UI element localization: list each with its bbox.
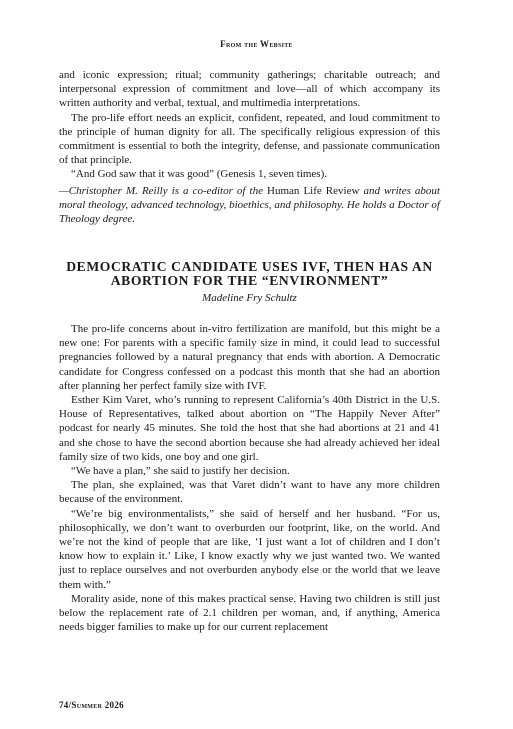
article-byline: Madeline Fry Schultz	[202, 292, 297, 304]
body-paragraph: The plan, she explained, was that Varet didn’t want to have any more children because of the environment.	[59, 479, 440, 506]
author-bio-prefix: —Christopher M. Reilly is a co-editor of the	[59, 184, 268, 197]
first-article-tail	[59, 68, 440, 226]
body-paragraph: “And God saw that it was good” (Genesis 1, seven times).	[71, 168, 328, 181]
author-bio-suffix: and writes about moral theology, advanced technology, bioethics, and philosophy. He holds a Doctor of Theology degree.	[59, 184, 440, 226]
body-paragraph: The pro-life concerns about in-vitro fertilization are manifold, but this might be a new one: For parents with a specific family size in mind, it could lead to successful pregnancies followed by a natural pregnancy that ends with abortion. A Democratic candidate for Congress confessed on a podcast this month that she had an abortion after planning her perfect family size with IVF.	[59, 323, 440, 392]
body-paragraph: and iconic expression; ritual; community gatherings; charitable outreach; and interpersonal expression of commitment and love—all of which accompany its written authority and verbal, textual, and multimedia interpretations.	[59, 69, 440, 110]
article-headline: DEMOCRATIC CANDIDATE USES IVF, THEN HAS AN ABORTION FOR THE “ENVIRONMENT”	[66, 259, 433, 288]
body-paragraph: “We have a plan,” she said to justify her decision.	[71, 465, 290, 478]
publication-title: Human Life Review	[267, 184, 360, 197]
author-bio	[59, 184, 440, 227]
second-article-body	[59, 322, 440, 634]
page-folio: 74/Summer 2026	[59, 700, 124, 710]
body-paragraph: The pro-life effort needs an explicit, confident, repeated, and loud commitment to the principle of human dignity for all. The specifically religious expression of this commitment is essential to both the integrity, defense, and passionate communication of that principle.	[59, 111, 440, 167]
body-paragraph: Esther Kim Varet, who’s running to represent California’s 40th District in the U.S. House of Representatives, talked about abortion on “The Happily Never After” podcast for nearly 45 minutes. She told the host that she had abortions at 21 and 41 and she chose to have the second abortion because she had already achieved her ideal family size of two kids, one boy and one girl.	[59, 394, 440, 463]
body-paragraph: Morality aside, none of this makes practical sense. Having two children is still just below the replacement rate of 2.1 children per woman, and, if anything, America needs bigger families to make up for our current replacement	[59, 592, 440, 634]
running-head: From the Website	[220, 39, 293, 49]
body-paragraph: “We’re big environmentalists,” she said of herself and her husband. “For us, philosophically, we don’t want to overburden our footprint, like, on the world. And we’re not the kind of people that are like, ‘I just want a lot of children and I don’t know how to explain it.’ Like, I know exactly why we just wanted two. We wanted just to replace ourselves and not overburden anybody else or the world that we leave them with.”	[59, 507, 440, 591]
